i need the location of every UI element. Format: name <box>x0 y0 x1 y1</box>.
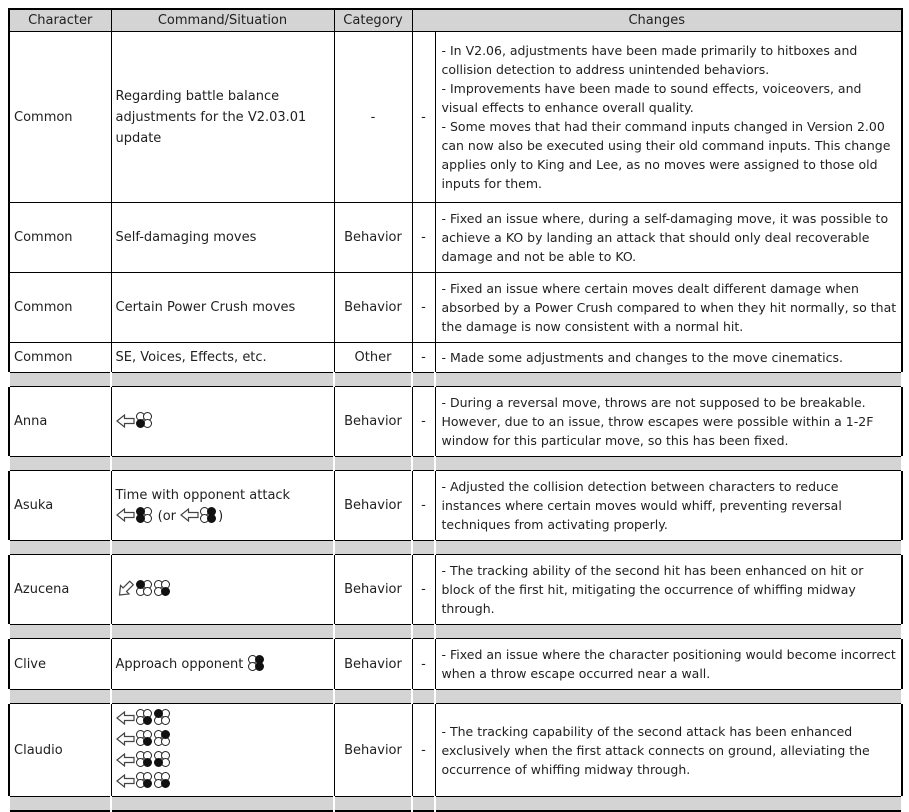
button-cluster-icon <box>248 655 265 672</box>
note-cell: - <box>412 273 435 343</box>
separator-row <box>9 690 902 704</box>
separator-cell <box>9 625 111 639</box>
command-line <box>116 579 332 600</box>
command-situation-cell <box>111 704 334 797</box>
command-situation-cell <box>111 387 334 457</box>
character-cell: Anna <box>9 387 111 457</box>
command-line: Approach opponent <box>116 654 332 675</box>
button-pressed-dot <box>136 514 145 523</box>
character-cell: Claudio <box>9 704 111 797</box>
entry-row <box>9 32 902 203</box>
changes-cell <box>435 387 902 457</box>
changes-cell <box>435 203 902 273</box>
button-cluster-icon <box>136 580 153 597</box>
separator-cell <box>435 457 902 471</box>
note-cell: - <box>412 704 435 797</box>
command-line <box>116 729 332 750</box>
header-character: Character <box>9 9 111 32</box>
change-bullet: - Made some adjustments and changes to the move cinematics. <box>441 350 844 365</box>
patch-notes-table <box>8 8 903 812</box>
button-pressed-dot <box>143 758 152 767</box>
changes-cell <box>435 471 902 541</box>
entry-row <box>9 273 902 343</box>
command-situation-cell <box>111 343 334 373</box>
change-bullet: - Adjusted the collision detection between characters to reduce instances where certain moves would whiff, preventing reversal techniques from activating properly. <box>441 479 842 532</box>
separator-cell <box>334 373 412 387</box>
entry-row <box>9 203 902 273</box>
character-cell: Azucena <box>9 555 111 625</box>
separator-cell <box>9 457 111 471</box>
note-cell: - <box>412 343 435 373</box>
separator-cell <box>435 373 902 387</box>
entry-row <box>9 471 902 541</box>
command-line: (or ) <box>116 506 332 527</box>
button-cluster-icon <box>136 751 153 768</box>
separator-cell <box>435 541 902 555</box>
separator-row <box>9 373 902 387</box>
button-pressed-dot <box>161 779 170 788</box>
separator-cell <box>334 457 412 471</box>
button-pressed-dot <box>255 662 264 671</box>
button-cluster-icon <box>136 730 153 747</box>
entry-row <box>9 343 902 373</box>
button-pressed-dot <box>207 514 216 523</box>
separator-row <box>9 541 902 555</box>
button-pressed-dot <box>154 709 163 718</box>
header-command-situation: Command/Situation <box>111 9 334 32</box>
arrow-left-icon <box>116 414 135 428</box>
category-cell: Behavior <box>334 273 412 343</box>
button-dot <box>161 716 170 725</box>
separator-cell <box>9 690 111 704</box>
character-cell: Common <box>9 32 111 203</box>
separator-cell <box>9 373 111 387</box>
changes-cell <box>435 343 902 373</box>
category-cell: Behavior <box>334 471 412 541</box>
category-cell: Behavior <box>334 387 412 457</box>
table-body <box>9 32 902 811</box>
category-cell: Behavior <box>334 704 412 797</box>
separator-cell <box>435 797 902 811</box>
separator-cell <box>111 690 334 704</box>
button-cluster-icon <box>136 507 153 524</box>
command-situation-cell <box>111 555 334 625</box>
button-cluster-icon <box>154 751 171 768</box>
command-line <box>116 771 332 792</box>
separator-row <box>9 625 902 639</box>
command-situation-cell <box>111 639 334 690</box>
separator-cell <box>412 625 435 639</box>
command-situation-cell <box>111 203 334 273</box>
changes-cell <box>435 32 902 203</box>
changes-cell <box>435 639 902 690</box>
entry-row <box>9 639 902 690</box>
command-line <box>116 750 332 771</box>
note-cell: - <box>412 555 435 625</box>
command-line: Self-damaging moves <box>115 230 257 245</box>
header-row <box>9 9 902 32</box>
character-cell: Common <box>9 343 111 373</box>
command-line: Regarding battle balance adjustments for the V2.03.01 update <box>115 88 307 146</box>
changes-cell <box>435 555 902 625</box>
separator-cell <box>9 541 111 555</box>
change-bullet: - Some moves that had their command inputs changed in Version 2.00 can now also be executed using their old command inputs. This change applies only to King and Lee, as no moves were assigned to those old inputs for them. <box>441 119 891 191</box>
command-line: Certain Power Crush moves <box>115 300 296 315</box>
button-cluster-icon <box>154 580 171 597</box>
separator-cell <box>111 373 334 387</box>
button-cluster-icon <box>154 709 171 726</box>
character-cell: Common <box>9 273 111 343</box>
category-cell: Behavior <box>334 203 412 273</box>
button-cluster-icon <box>154 730 171 747</box>
change-bullet: - Improvements have been made to sound effects, voiceovers, and visual effects to enhance overall quality. <box>441 81 862 115</box>
separator-cell <box>412 797 435 811</box>
separator-cell <box>334 797 412 811</box>
separator-cell <box>111 797 334 811</box>
separator-cell <box>412 373 435 387</box>
separator-cell <box>111 541 334 555</box>
separator-cell <box>111 457 334 471</box>
change-bullet: - The tracking ability of the second hit has been enhanced on hit or block of the first hit, mitigating the occurrence of whiffing midway through. <box>441 563 864 616</box>
separator-row <box>9 797 902 811</box>
arrow-left-icon <box>116 753 135 767</box>
character-cell: Common <box>9 203 111 273</box>
arrow-down-left-icon <box>113 577 136 600</box>
category-cell: - <box>334 32 412 203</box>
separator-cell <box>412 541 435 555</box>
command-line <box>116 708 332 729</box>
separator-cell <box>334 690 412 704</box>
changes-cell <box>435 704 902 797</box>
changes-cell <box>435 273 902 343</box>
button-pressed-dot <box>161 587 170 596</box>
command-situation-cell <box>111 32 334 203</box>
arrow-left-icon <box>116 774 135 788</box>
character-cell: Asuka <box>9 471 111 541</box>
note-cell: - <box>412 471 435 541</box>
button-cluster-icon <box>136 709 153 726</box>
button-pressed-dot <box>136 419 145 428</box>
separator-row <box>9 457 902 471</box>
character-cell: Clive <box>9 639 111 690</box>
button-cluster-icon <box>136 412 153 429</box>
button-pressed-dot <box>154 758 163 767</box>
command-situation-cell <box>111 471 334 541</box>
change-bullet: - Fixed an issue where the character positioning would become incorrect when a throw escape occurred near a wall. <box>441 647 896 681</box>
header-category: Category <box>334 9 412 32</box>
arrow-left-icon <box>116 711 135 725</box>
header-changes: Changes <box>412 9 902 32</box>
button-pressed-dot <box>143 737 152 746</box>
separator-cell <box>9 797 111 811</box>
separator-cell <box>334 541 412 555</box>
change-bullet: - The tracking capability of the second attack has been enhanced exclusively when the first attack connects on ground, alleviating the occurrence of whiffing midway through. <box>441 723 870 777</box>
note-cell: - <box>412 639 435 690</box>
change-bullet: - During a reversal move, throws are not supposed to be breakable. However, due to an issue, throw escapes were possible within a 1-2F window for this particular move, so this has been fixed. <box>441 395 874 448</box>
separator-cell <box>412 457 435 471</box>
button-dot <box>143 587 152 596</box>
entry-row <box>9 555 902 625</box>
button-pressed-dot <box>143 779 152 788</box>
note-cell: - <box>412 32 435 203</box>
entry-row <box>9 387 902 457</box>
separator-cell <box>334 625 412 639</box>
note-cell: - <box>412 203 435 273</box>
separator-cell <box>435 625 902 639</box>
arrow-left-icon <box>116 508 135 522</box>
change-bullet: - In V2.06, adjustments have been made primarily to hitboxes and collision detection to address unintended behaviors. <box>441 43 858 77</box>
button-pressed-dot <box>136 580 145 589</box>
command-line: Time with opponent attack <box>115 487 291 503</box>
button-cluster-icon <box>200 507 217 524</box>
entry-row <box>9 704 902 797</box>
category-cell: Other <box>334 343 412 373</box>
button-pressed-dot <box>143 716 152 725</box>
note-cell: - <box>412 387 435 457</box>
arrow-left-icon <box>180 508 199 522</box>
change-bullet: - Fixed an issue where, during a self-damaging move, it was possible to achieve a KO by landing an attack that should only deal recoverable damage and not be able to KO. <box>441 211 889 264</box>
separator-cell <box>111 625 334 639</box>
command-line <box>116 411 332 432</box>
change-bullet: - Fixed an issue where certain moves dealt different damage when absorbed by a Power Crush compared to when they hit normally, so that the damage is now consistent with a normal hit. <box>441 281 897 334</box>
command-line: SE, Voices, Effects, etc. <box>115 350 267 365</box>
command-situation-cell <box>111 273 334 343</box>
button-cluster-icon <box>136 772 153 789</box>
arrow-left-icon <box>116 732 135 746</box>
category-cell: Behavior <box>334 555 412 625</box>
button-cluster-icon <box>154 772 171 789</box>
category-cell: Behavior <box>334 639 412 690</box>
button-pressed-dot <box>161 730 170 739</box>
separator-cell <box>412 690 435 704</box>
separator-cell <box>435 690 902 704</box>
